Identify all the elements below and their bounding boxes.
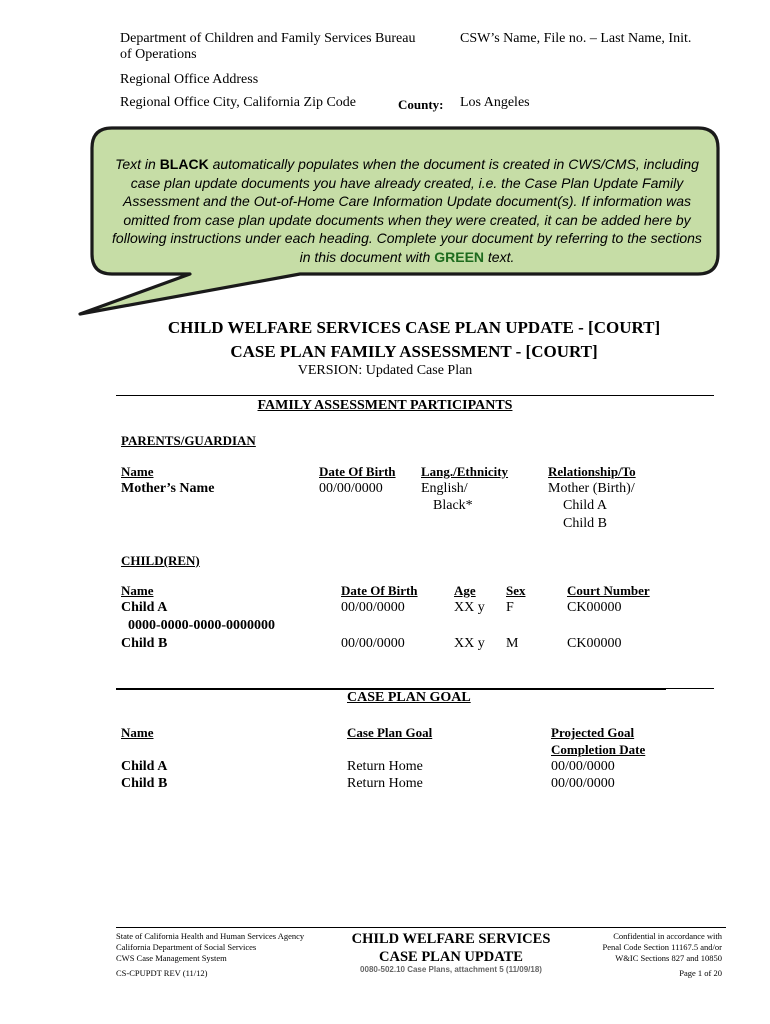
footer-title-line-2: CASE PLAN UPDATE [379,949,523,965]
parent-col-lang: Lang./Ethnicity [421,464,509,479]
goal-col-name: Name [121,725,154,740]
children-heading: CHILD(REN) [121,553,200,568]
footer-system: CWS Case Management System [116,953,227,963]
child-b-dob: 00/00/0000 [341,636,405,651]
department-line-1: Department of Children and Family Services Bureau [120,31,416,46]
goal-col-completion-date: Completion Date [551,742,646,757]
child-b-sex: M [506,636,519,651]
child-a-dob: 00/00/0000 [341,600,405,615]
footer-divider [116,927,726,928]
goal-row-goal: Return Home [347,759,423,774]
child-col-sex: Sex [506,583,526,598]
child-a-id: 0000-0000-0000-0000000 [128,618,275,633]
parent-relationship: Mother (Birth)/ [548,481,635,496]
footer-agency: State of California Health and Human Services Agency [116,931,305,941]
footer-agency-block [116,931,304,979]
child-b-name: Child B [121,636,168,651]
csw-name-file: CSW’s Name, File no. – Last Name, Init. [460,31,692,46]
office-city: Regional Office City, California Zip Code [120,95,357,110]
parent-col-name: Name [121,464,154,479]
child-col-court-number: Court Number [567,583,650,598]
footer-form-number: CS-CPUPDT REV (11/12) [116,968,208,978]
footer-confidential-line-2: Penal Code Section 11167.5 and/or [602,942,722,952]
case-plan-goal-heading: CASE PLAN GOAL [347,690,471,705]
document-title-line-2: CASE PLAN FAMILY ASSESSMENT - [COURT] [230,342,598,361]
child-a-court-number: CK00000 [567,600,622,615]
document-title-line-1: CHILD WELFARE SERVICES CASE PLAN UPDATE - [COURT] [167,318,661,337]
callout-instructions: Text in BLACK automatically populates when the document is created in CWS/CMS, including case plan update documents you have already created, i.e. the Case Plan Update Family Assessment and the Out-of-Home Care Information Update document(s). If information was omitted from case plan update documents when they were created, it can be added here by following instructions under each heading. Complete your document by referring to the sections in this document with GREEN text. [112,156,702,265]
goal-row-date: 00/00/0000 [551,759,615,774]
goal-row-name: Child A [121,759,168,774]
footer-confidential-block [560,931,722,979]
county-label: County: [398,97,444,112]
version-label: VERSION: Updated Case Plan [297,363,473,378]
child-a-name: Child A [121,600,168,615]
child-a-sex: F [506,600,514,615]
black-keyword: BLACK [159,156,209,172]
divider [116,395,714,396]
county-value: Los Angeles [460,95,530,110]
footer-attachment-ref: 0080-502.10 Case Plans, attachment 5 (11/09/18) [360,965,542,974]
divider-thin [666,688,714,689]
footer-title-line-1: CHILD WELFARE SERVICES [351,931,551,947]
parents-heading: PARENTS/GUARDIAN [121,433,256,448]
child-col-dob: Date Of Birth [341,583,418,598]
parent-language: English/ [421,481,468,496]
parent-ethnicity: Black* [433,498,473,513]
office-address: Regional Office Address [120,72,259,87]
parent-relationship-child-a: Child A [563,498,607,513]
footer-confidential-line-1: Confidential in accordance with [613,931,722,941]
page-number: Page 1 of 20 [679,968,722,978]
parent-dob: 00/00/0000 [319,481,383,496]
footer-confidential-line-3: W&IC Sections 827 and 10850 [615,953,722,963]
child-b-court-number: CK00000 [567,636,622,651]
parent-col-relationship: Relationship/To [548,464,636,479]
parent-name: Mother’s Name [121,481,215,496]
child-col-age: Age [454,583,476,598]
child-a-age: XX y [454,600,485,615]
child-b-age: XX y [454,636,485,651]
goal-row-date: 00/00/0000 [551,776,615,791]
goal-row-name: Child B [121,776,168,791]
parent-relationship-child-b: Child B [563,516,607,531]
department-line-2: of Operations [120,47,197,62]
footer-department: California Department of Social Services [116,942,257,952]
parent-col-dob: Date Of Birth [319,464,396,479]
goal-row-goal: Return Home [347,776,423,791]
goal-col-projected: Projected Goal [551,725,635,740]
goal-col-case-plan-goal: Case Plan Goal [347,725,433,740]
footer-title [316,930,586,966]
participants-heading: FAMILY ASSESSMENT PARTICIPANTS [257,398,513,413]
green-keyword: GREEN [434,248,485,265]
child-col-name: Name [121,583,154,598]
